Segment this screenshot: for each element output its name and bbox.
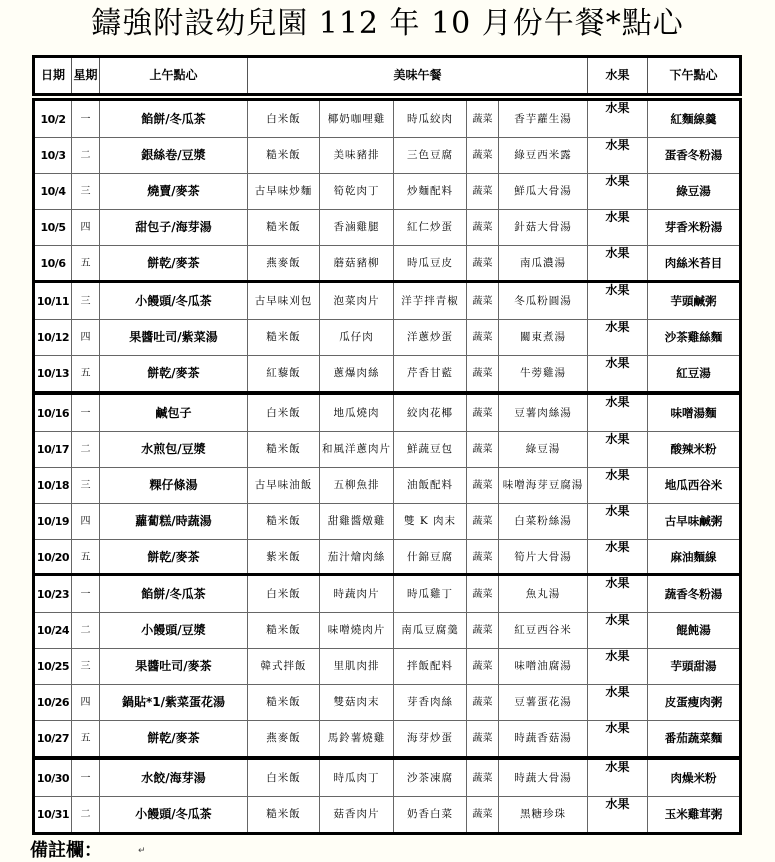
table-row	[35, 209, 739, 245]
cell-main: 時瓜肉丁	[320, 760, 394, 796]
cell-day: 三	[72, 467, 100, 503]
cell-soup: 鮮瓜大骨湯	[499, 173, 588, 209]
cell-pm: 芋頭甜湯	[648, 648, 739, 684]
cell-fruit: 水果	[588, 137, 648, 173]
cell-main: 筍乾肉丁	[320, 173, 394, 209]
cell-day: 一	[72, 576, 100, 612]
week-block	[32, 392, 742, 578]
cell-veg: 蔬菜	[467, 503, 499, 539]
header-lunch: 美味午餐	[248, 58, 588, 93]
cell-side: 時瓜絞肉	[394, 101, 467, 137]
cell-veg: 蔬菜	[467, 539, 499, 575]
table-row	[35, 576, 739, 612]
cell-side: 什錦豆腐	[394, 539, 467, 575]
cell-soup: 筍片大骨湯	[499, 539, 588, 575]
table-header	[32, 55, 742, 96]
cell-fruit: 水果	[588, 576, 648, 612]
cell-date: 10/26	[35, 684, 72, 720]
table-row	[35, 355, 739, 391]
cell-date: 10/16	[35, 395, 72, 431]
cell-pm: 酸辣米粉	[648, 431, 739, 467]
cell-rice: 白米飯	[248, 576, 320, 612]
cell-veg: 蔬菜	[467, 137, 499, 173]
table-row	[35, 137, 739, 173]
cell-am: 蘿蔔糕/時蔬湯	[100, 503, 248, 539]
cell-fruit: 水果	[588, 173, 648, 209]
cell-main: 甜雞醬燉雞	[320, 503, 394, 539]
cell-veg: 蔬菜	[467, 796, 499, 832]
table-row	[35, 612, 739, 648]
cell-rice: 白米飯	[248, 101, 320, 137]
cell-date: 10/31	[35, 796, 72, 832]
cell-fruit: 水果	[588, 760, 648, 796]
cell-fruit: 水果	[588, 684, 648, 720]
cell-veg: 蔬菜	[467, 283, 499, 319]
cell-pm: 蔬香冬粉湯	[664, 586, 723, 601]
cell-main: 五柳魚排	[320, 467, 394, 503]
cell-fruit: 水果	[588, 209, 648, 245]
cell-veg: 蔬菜	[467, 576, 499, 612]
cell-am: 小饅頭/豆漿	[100, 612, 248, 648]
cell-main: 菇香肉片	[320, 796, 394, 832]
cell-fruit: 水果	[588, 245, 648, 281]
cell-rice: 糙米飯	[248, 137, 320, 173]
cell-pm: 綠豆湯	[648, 173, 739, 209]
cell-am: 果醬吐司/麥茶	[100, 648, 248, 684]
cell-veg: 蔬菜	[467, 431, 499, 467]
cell-side: 洋芋拌青椒	[394, 283, 467, 319]
cell-veg: 蔬菜	[467, 648, 499, 684]
cell-date: 10/20	[35, 539, 72, 575]
cell-veg: 蔬菜	[467, 612, 499, 648]
cell-main: 時蔬肉片	[320, 576, 394, 612]
table-row	[35, 319, 739, 355]
cell-rice: 糙米飯	[248, 612, 320, 648]
cell-date: 10/25	[35, 648, 72, 684]
cell-date: 10/2	[35, 101, 72, 137]
cell-am: 小饅頭/冬瓜茶	[100, 796, 248, 832]
cell-soup: 豆薯肉絲湯	[499, 395, 588, 431]
cell-fruit: 水果	[588, 612, 648, 648]
cell-veg: 蔬菜	[467, 101, 499, 137]
cell-day: 四	[72, 684, 100, 720]
cell-day: 三	[72, 648, 100, 684]
cell-day: 一	[72, 760, 100, 796]
cell-soup: 南瓜濃湯	[499, 245, 588, 281]
cell-veg: 蔬菜	[467, 467, 499, 503]
cell-main: 泡菜肉片	[320, 283, 394, 319]
cell-day: 五	[72, 720, 100, 756]
paragraph-mark: ↵	[138, 846, 146, 856]
cell-date: 10/3	[35, 137, 72, 173]
table-row	[35, 648, 739, 684]
cell-day: 一	[72, 101, 100, 137]
header-am-snack: 上午點心	[100, 58, 248, 93]
cell-soup: 紅豆西谷米	[499, 612, 588, 648]
cell-day: 四	[72, 209, 100, 245]
cell-soup: 關東煮湯	[499, 319, 588, 355]
cell-am: 餅乾/麥茶	[100, 245, 248, 281]
cell-side: 炒麵配料	[394, 173, 467, 209]
header-weekday: 星期	[72, 58, 100, 93]
cell-pm: 玉米雞茸粥	[648, 796, 739, 832]
cell-rice: 糙米飯	[248, 796, 320, 832]
cell-date: 10/17	[35, 431, 72, 467]
cell-am: 餅乾/麥茶	[100, 720, 248, 756]
cell-main: 香滷雞腿	[320, 209, 394, 245]
cell-side: 南瓜豆腐羹	[394, 612, 467, 648]
cell-rice: 古早味油飯	[248, 467, 320, 503]
cell-am: 餅乾/麥茶	[100, 355, 248, 391]
cell-soup: 針菇大骨湯	[499, 209, 588, 245]
cell-fruit: 水果	[588, 431, 648, 467]
cell-side: 洋蔥炒蛋	[394, 319, 467, 355]
cell-pm: 紅豆湯	[648, 355, 739, 391]
cell-fruit: 水果	[588, 467, 648, 503]
cell-rice: 古早味刈包	[248, 283, 320, 319]
cell-day: 五	[72, 245, 100, 281]
cell-main: 蔥爆肉絲	[320, 355, 394, 391]
cell-date: 10/11	[35, 283, 72, 319]
cell-day: 一	[72, 395, 100, 431]
cell-soup: 時蔬香菇湯	[499, 720, 588, 756]
cell-soup: 豆薯蛋花湯	[499, 684, 588, 720]
cell-am: 粿仔條湯	[100, 467, 248, 503]
cell-date: 10/30	[35, 760, 72, 796]
cell-side: 紅仁炒蛋	[394, 209, 467, 245]
cell-fruit: 水果	[588, 720, 648, 756]
cell-date: 10/24	[35, 612, 72, 648]
cell-pm: 肉燥米粉	[670, 770, 717, 785]
cell-day: 五	[72, 539, 100, 575]
cell-day: 四	[72, 503, 100, 539]
cell-pm: 蛋香冬粉湯	[648, 137, 739, 173]
cell-side: 時瓜雞丁	[394, 576, 467, 612]
cell-rice: 燕麥飯	[248, 245, 320, 281]
cell-day: 二	[72, 796, 100, 832]
cell-main: 美味豬排	[320, 137, 394, 173]
cell-day: 五	[72, 355, 100, 391]
cell-side: 拌飯配料	[394, 648, 467, 684]
cell-veg: 蔬菜	[467, 684, 499, 720]
cell-side: 雙 K 肉末	[394, 503, 467, 539]
cell-side: 鮮蔬豆包	[394, 431, 467, 467]
cell-am: 甜包子/海芽湯	[100, 209, 248, 245]
cell-soup: 味噌海芽豆腐湯	[499, 467, 588, 503]
table-row	[35, 467, 739, 503]
cell-rice: 紅藜飯	[248, 355, 320, 391]
cell-date: 10/12	[35, 319, 72, 355]
cell-veg: 蔬菜	[467, 209, 499, 245]
header-date: 日期	[35, 58, 72, 93]
cell-pm: 肉絲米苔目	[648, 245, 739, 281]
week-block	[32, 757, 742, 835]
cell-rice: 燕麥飯	[248, 720, 320, 756]
week-block	[32, 98, 742, 284]
cell-day: 二	[72, 612, 100, 648]
cell-am: 燒賣/麥茶	[100, 173, 248, 209]
cell-main: 茄汁燴肉絲	[320, 539, 394, 575]
cell-soup: 香芋蘿生湯	[499, 101, 588, 137]
cell-am: 餅乾/麥茶	[100, 539, 248, 575]
cell-pm: 芽香米粉湯	[648, 209, 739, 245]
table-row	[35, 173, 739, 209]
cell-am: 餡餅/冬瓜茶	[100, 101, 248, 137]
cell-rice: 糙米飯	[248, 684, 320, 720]
cell-date: 10/4	[35, 173, 72, 209]
cell-am: 銀絲卷/豆漿	[100, 137, 248, 173]
cell-fruit: 水果	[588, 796, 648, 832]
cell-side: 芽香肉絲	[394, 684, 467, 720]
cell-fruit: 水果	[588, 539, 648, 575]
cell-veg: 蔬菜	[467, 245, 499, 281]
cell-am: 小饅頭/冬瓜茶	[100, 283, 248, 319]
cell-fruit: 水果	[588, 319, 648, 355]
table-row	[35, 431, 739, 467]
cell-side: 絞肉花椰	[394, 395, 467, 431]
cell-rice: 糙米飯	[248, 503, 320, 539]
cell-pm: 麻油麵線	[648, 539, 739, 575]
cell-veg: 蔬菜	[467, 319, 499, 355]
cell-main: 蘑菇豬柳	[320, 245, 394, 281]
cell-side: 沙茶凍腐	[394, 760, 467, 796]
cell-fruit: 水果	[588, 355, 648, 391]
cell-rice: 糙米飯	[248, 431, 320, 467]
cell-soup: 冬瓜粉圓湯	[499, 283, 588, 319]
cell-date: 10/5	[35, 209, 72, 245]
cell-side: 油飯配料	[394, 467, 467, 503]
cell-day: 四	[72, 319, 100, 355]
cell-am: 水煎包/豆漿	[100, 431, 248, 467]
week-block	[32, 573, 742, 759]
cell-main: 和風洋蔥肉片	[320, 431, 394, 467]
table-row	[35, 283, 739, 319]
table-row	[35, 539, 739, 575]
cell-rice: 古早味炒麵	[248, 173, 320, 209]
table-row	[35, 684, 739, 720]
cell-side: 三色豆腐	[394, 137, 467, 173]
cell-main: 瓜仔肉	[320, 319, 394, 355]
cell-rice: 糙米飯	[248, 319, 320, 355]
cell-soup: 白菜粉絲湯	[499, 503, 588, 539]
cell-veg: 蔬菜	[467, 355, 499, 391]
cell-am: 鹹包子	[100, 395, 248, 431]
cell-soup: 時蔬大骨湯	[499, 760, 588, 796]
remarks-label: 備註欄：	[30, 840, 102, 861]
cell-date: 10/27	[35, 720, 72, 756]
cell-day: 三	[72, 173, 100, 209]
table-row	[35, 720, 739, 756]
cell-pm: 皮蛋瘦肉粥	[648, 684, 739, 720]
cell-soup: 綠豆湯	[499, 431, 588, 467]
cell-rice: 韓式拌飯	[248, 648, 320, 684]
cell-soup: 味噌油腐湯	[499, 648, 588, 684]
cell-rice: 紫米飯	[248, 539, 320, 575]
cell-rice: 糙米飯	[248, 209, 320, 245]
cell-soup: 黑糖珍珠	[499, 796, 588, 832]
cell-main: 馬鈴薯燒雞	[320, 720, 394, 756]
cell-date: 10/13	[35, 355, 72, 391]
cell-fruit: 水果	[588, 283, 648, 319]
table-row	[35, 395, 739, 431]
cell-pm: 番茄蔬菜麵	[648, 720, 739, 756]
cell-veg: 蔬菜	[467, 720, 499, 756]
cell-main: 地瓜燒肉	[320, 395, 394, 431]
cell-pm: 芋頭鹹粥	[670, 293, 717, 308]
cell-veg: 蔬菜	[467, 395, 499, 431]
cell-pm: 古早味鹹粥	[648, 503, 739, 539]
cell-day: 三	[72, 283, 100, 319]
cell-day: 二	[72, 431, 100, 467]
cell-pm: 味噌湯麵	[670, 405, 717, 420]
cell-pm: 餛飩湯	[648, 612, 739, 648]
cell-pm: 沙茶雞絲麵	[648, 319, 739, 355]
cell-veg: 蔬菜	[467, 173, 499, 209]
table-row	[35, 796, 739, 832]
cell-date: 10/19	[35, 503, 72, 539]
cell-side: 海芽炒蛋	[394, 720, 467, 756]
cell-fruit: 水果	[588, 395, 648, 431]
cell-soup: 綠豆西米露	[499, 137, 588, 173]
cell-fruit: 水果	[588, 503, 648, 539]
cell-side: 奶香白菜	[394, 796, 467, 832]
table-row	[35, 503, 739, 539]
page-title: 鑄強附設幼兒園 112 年 10 月份午餐*點心	[91, 6, 684, 41]
cell-veg: 蔬菜	[467, 760, 499, 796]
cell-side: 時瓜豆皮	[394, 245, 467, 281]
cell-am: 餡餅/冬瓜茶	[100, 576, 248, 612]
cell-side: 芹香甘藍	[394, 355, 467, 391]
table-row	[35, 245, 739, 281]
header-pm-snack: 下午點心	[669, 68, 718, 82]
cell-am: 鍋貼*1/紫菜蛋花湯	[100, 684, 248, 720]
cell-rice: 白米飯	[248, 395, 320, 431]
cell-fruit: 水果	[588, 648, 648, 684]
cell-pm: 地瓜西谷米	[648, 467, 739, 503]
cell-date: 10/23	[35, 576, 72, 612]
header-fruit: 水果	[588, 58, 648, 93]
table-row	[35, 760, 739, 796]
cell-am: 果醬吐司/紫菜湯	[100, 319, 248, 355]
cell-main: 里肌肉排	[320, 648, 394, 684]
week-block	[32, 280, 742, 394]
cell-rice: 白米飯	[248, 760, 320, 796]
cell-pm: 紅麵線羹	[670, 111, 717, 126]
cell-day: 二	[72, 137, 100, 173]
cell-fruit: 水果	[588, 101, 648, 137]
cell-soup: 魚丸湯	[499, 576, 588, 612]
cell-main: 椰奶咖哩雞	[320, 101, 394, 137]
cell-date: 10/18	[35, 467, 72, 503]
cell-main: 雙菇肉末	[320, 684, 394, 720]
cell-soup: 牛蒡雞湯	[499, 355, 588, 391]
cell-main: 味噌燒肉片	[320, 612, 394, 648]
table-row	[35, 101, 739, 137]
cell-am: 水餃/海芽湯	[100, 760, 248, 796]
cell-date: 10/6	[35, 245, 72, 281]
